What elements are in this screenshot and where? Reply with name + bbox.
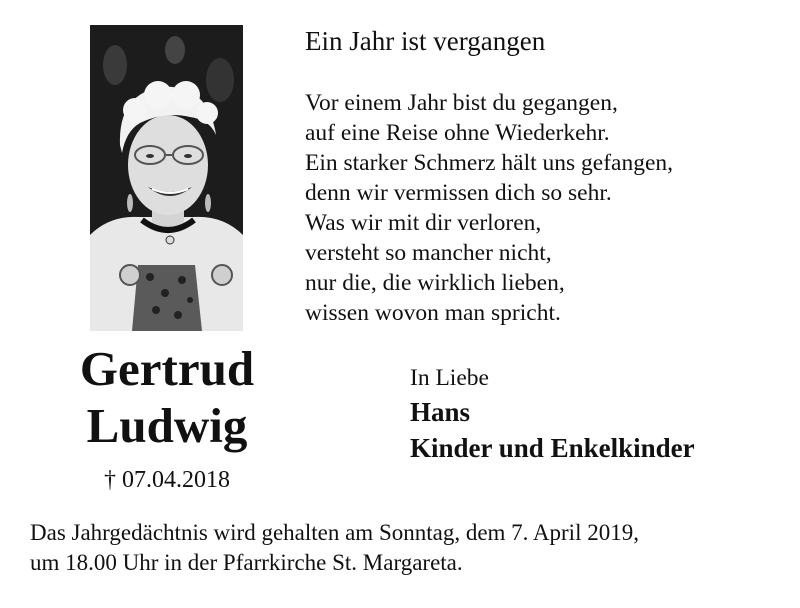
poem-line: auf eine Reise ohne Wiederkehr. xyxy=(305,120,610,146)
mourners xyxy=(410,362,695,466)
poem-line: Ein starker Schmerz hält uns gefangen, xyxy=(305,150,674,176)
notice-line: Das Jahrgedächtnis wird gehalten am Sonntag, dem 7. April 2019, xyxy=(30,520,639,545)
mourner-name: Hans xyxy=(410,397,471,427)
poem-line: denn wir vermissen dich so sehr. xyxy=(305,180,612,206)
notice-line: um 18.00 Uhr in der Pfarrkirche St. Margareta. xyxy=(30,550,463,575)
deceased-last-name: Ludwig xyxy=(86,398,248,453)
poem-line: Was wir mit dir verloren, xyxy=(305,210,542,236)
deceased-first-name: Gertrud xyxy=(79,341,255,396)
poem-line: nur die, die wirklich lieben, xyxy=(305,270,565,296)
memorial-notice xyxy=(30,518,639,578)
heading: Ein Jahr ist vergangen xyxy=(305,26,546,56)
mourners-intro: In Liebe xyxy=(410,365,489,391)
portrait-photo xyxy=(90,25,243,331)
poem-line: versteht so mancher nicht, xyxy=(305,240,552,266)
poem-line: wissen wovon man spricht. xyxy=(305,300,561,326)
death-date: † 07.04.2018 xyxy=(104,467,230,493)
poem-line: Vor einem Jahr bist du gegangen, xyxy=(305,90,618,116)
mourner-name: Kinder und Enkelkinder xyxy=(410,433,695,463)
poem xyxy=(305,88,673,328)
